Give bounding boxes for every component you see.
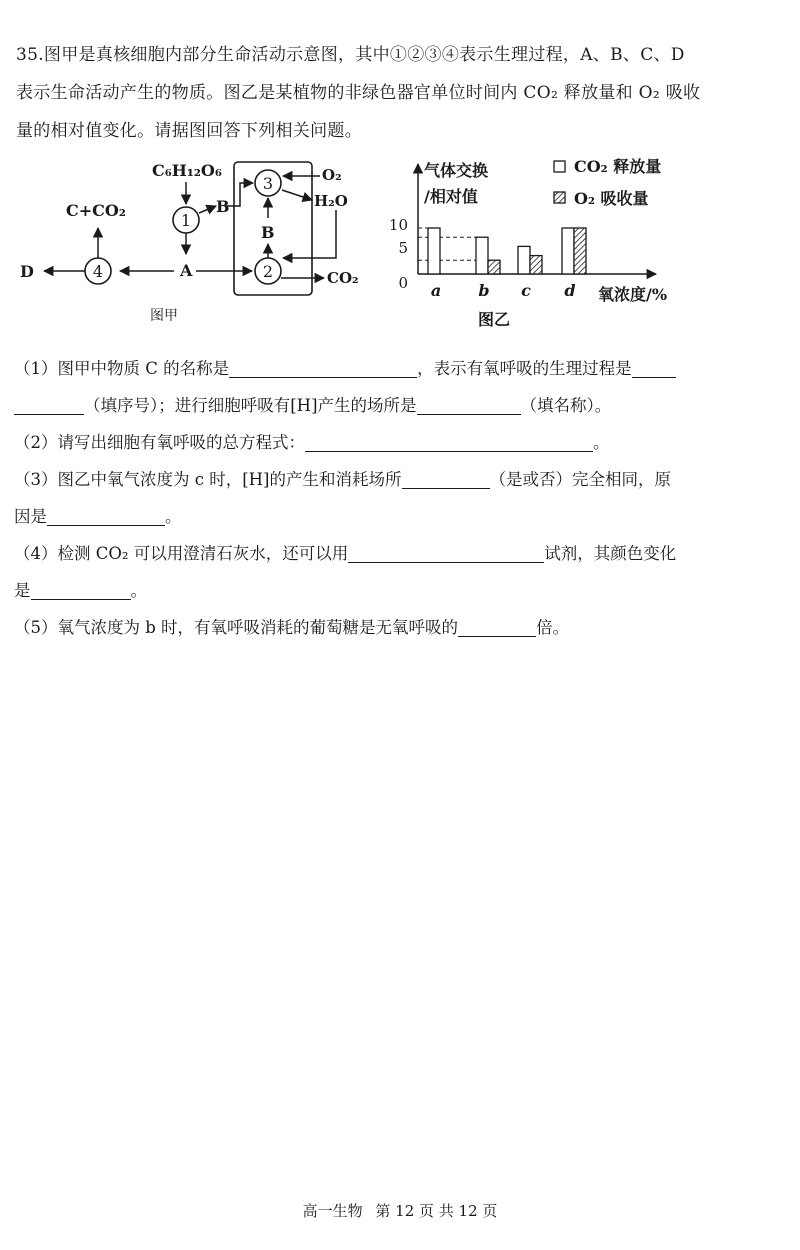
- legend-co2-swatch: [554, 161, 565, 172]
- q1-line-1: [14, 350, 786, 387]
- q4-text-2: 试剂，其颜色变化: [544, 544, 677, 563]
- q3-text-3: 因是: [14, 507, 47, 526]
- y-axis-label-1: 气体交换: [424, 161, 489, 180]
- q1-blank-2b[interactable]: [14, 396, 84, 415]
- arrow-3-to-H2O: [282, 190, 312, 200]
- x-axis-label: 氧浓度/%: [598, 285, 668, 304]
- c-co2-label: C+CO₂: [66, 201, 126, 220]
- y-axis-label-2: /相对值: [424, 187, 478, 206]
- figures-svg: [0, 150, 800, 350]
- q1-line-2: [14, 387, 786, 424]
- d-label: D: [20, 262, 34, 281]
- q3-text-2: （是或否）完全相同，原: [489, 470, 671, 489]
- x-tick-b: b: [478, 281, 490, 300]
- legend-co2-label: CO₂ 释放量: [574, 157, 662, 176]
- footer-subject: 高一生物: [302, 1202, 363, 1220]
- q1-text-1: （1）图甲中物质 C 的名称是: [14, 359, 230, 378]
- q5-line: [14, 609, 786, 646]
- bar-co2-c: [518, 246, 530, 274]
- q5-text-2: 倍。: [536, 618, 570, 637]
- glucose-label: C₆H₁₂O₆: [152, 161, 222, 180]
- q1-blank-1[interactable]: [229, 359, 417, 378]
- process-2-label: 2: [262, 262, 274, 281]
- q3-blank-2[interactable]: [47, 507, 165, 526]
- q4-blank-2[interactable]: [31, 581, 131, 600]
- a-label: A: [180, 261, 193, 280]
- q4-blank-1[interactable]: [348, 544, 544, 563]
- chart-bars: [418, 228, 586, 274]
- q1-text-2: ，表示有氧呼吸的生理过程是: [417, 359, 632, 378]
- figure-yi: [389, 157, 667, 329]
- x-tick-a: a: [430, 281, 442, 300]
- bar-co2-d: [562, 228, 574, 274]
- q1-text-4: （填名称）。: [520, 396, 612, 415]
- b-label-outer: B: [216, 197, 230, 216]
- q2-text-1: （2）请写出细胞有氧呼吸的总方程式：: [14, 433, 305, 452]
- h2o-label: H₂O: [314, 192, 348, 210]
- q1-blank-2a[interactable]: [632, 359, 676, 378]
- q1-text-3: （填序号）；进行细胞呼吸有[H]产生的场所是: [84, 396, 417, 415]
- legend-o2-label: O₂ 吸收量: [574, 189, 649, 208]
- question-line-1: 35.图甲是真核细胞内部分生命活动示意图，其中①②③④表示生理过程，A、B、C、D: [16, 45, 685, 65]
- x-tick-d: d: [564, 281, 576, 300]
- bar-o2-c: [530, 256, 542, 274]
- q3-blank-1[interactable]: [402, 470, 490, 489]
- q3-text-1: （3）图乙中氧气浓度为 c 时，[H]的产生和消耗场所: [14, 470, 402, 489]
- q3-text-4: 。: [165, 507, 182, 526]
- q4-text-4: 。: [130, 581, 147, 600]
- q3-line-1: [14, 461, 786, 498]
- figure-jia: [20, 161, 359, 324]
- q4-text-3: 是: [14, 581, 31, 600]
- co2-label: CO₂: [327, 269, 359, 287]
- legend-o2-swatch: [554, 192, 565, 203]
- q2-line: [14, 424, 786, 461]
- arrow-H2O-to-2: [283, 210, 336, 258]
- bar-o2-b: [488, 260, 500, 274]
- question-line-2: 表示生命活动产生的物质。图乙是某植物的非绿色器官单位时间内 CO₂ 释放量和 O₂ 吸收: [16, 83, 701, 103]
- question-stem: [16, 36, 786, 150]
- footer-page-number: 第 12 页 共 12 页: [375, 1202, 498, 1220]
- arrow-1-to-B: [199, 206, 216, 213]
- figure-yi-caption: 图乙: [478, 310, 511, 329]
- y-tick-10: 10: [388, 216, 408, 234]
- q5-text-1: （5）氧气浓度为 b 时，有氧呼吸消耗的葡萄糖是无氧呼吸的: [14, 618, 459, 637]
- q3-line-2: [14, 498, 786, 535]
- bar-o2-d: [574, 228, 586, 274]
- b-label-inner: B: [261, 223, 275, 242]
- q4-text-1: （4）检测 CO₂ 可以用澄清石灰水，还可以用: [14, 544, 349, 563]
- q4-line-1: [14, 535, 786, 572]
- process-1-label: 1: [180, 211, 192, 230]
- x-tick-c: c: [521, 281, 531, 300]
- process-3-label: 3: [262, 174, 274, 193]
- q2-text-2: 。: [593, 433, 610, 452]
- q1-blank-3[interactable]: [417, 396, 521, 415]
- q5-blank[interactable]: [458, 618, 536, 637]
- y-tick-5: 5: [398, 239, 408, 257]
- q4-line-2: [14, 572, 786, 609]
- process-4-label: 4: [92, 262, 104, 281]
- bar-co2-b: [476, 237, 488, 274]
- question-line-3: 量的相对值变化。请据图回答下列相关问题。: [16, 121, 362, 141]
- page-footer: [0, 1200, 800, 1221]
- figure-jia-caption: 图甲: [150, 308, 178, 324]
- figures-area: [0, 150, 800, 350]
- o2-label: O₂: [322, 166, 342, 184]
- y-tick-0: 0: [398, 274, 408, 292]
- bar-co2-a: [428, 228, 440, 274]
- q2-blank[interactable]: [305, 433, 593, 452]
- chart-x-ticks: [431, 281, 576, 300]
